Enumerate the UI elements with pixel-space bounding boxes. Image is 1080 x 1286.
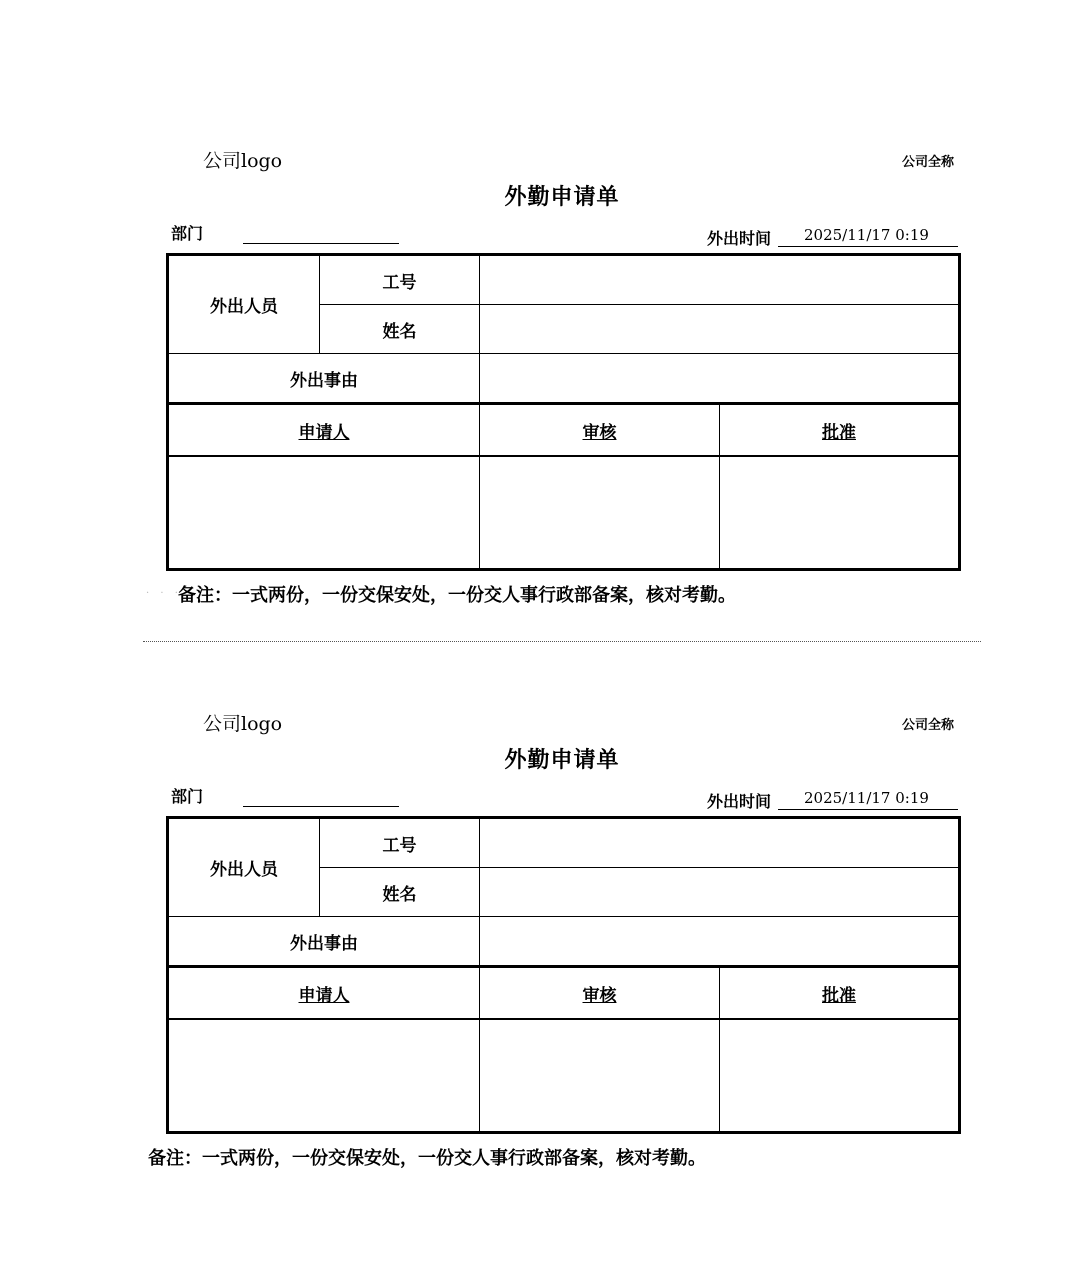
approve-header: 批准: [720, 967, 960, 1020]
review-signature-field[interactable]: [480, 1019, 720, 1133]
application-table: [166, 253, 961, 571]
application-table: [166, 816, 961, 1134]
person-label: 外出人员: [168, 818, 320, 917]
out-time-label: 外出时间: [707, 792, 772, 811]
applicant-header: 申请人: [168, 967, 480, 1020]
department-label: 部门: [171, 224, 204, 243]
applicant-signature-field[interactable]: [168, 1019, 480, 1133]
approve-signature-field[interactable]: [720, 456, 960, 570]
applicant-signature-field[interactable]: [168, 456, 480, 570]
person-label: 外出人员: [168, 255, 320, 354]
employee-id-field[interactable]: [480, 818, 960, 868]
out-time-field[interactable]: 2025/11/17 0:19: [778, 226, 958, 247]
form-title: 外勤申请单: [504, 184, 620, 210]
out-time-label: 外出时间: [707, 229, 772, 248]
form-title: 外勤申请单: [504, 747, 620, 773]
form-note: 备注：一式两份，一份交保安处，一份交人事行政部备案，核对考勤。: [178, 585, 736, 606]
company-name: 公司全称: [901, 718, 954, 733]
form-copy-1: [0, 140, 1080, 660]
form-copy-2: [0, 703, 1080, 1223]
department-field[interactable]: [243, 805, 399, 807]
department-field[interactable]: [243, 242, 399, 244]
applicant-header: 申请人: [168, 404, 480, 457]
reason-label: 外出事由: [168, 917, 480, 967]
company-name: 公司全称: [901, 155, 954, 170]
company-logo: 公司logo: [203, 713, 283, 735]
reason-label: 外出事由: [168, 354, 480, 404]
name-field[interactable]: [480, 305, 960, 354]
approve-header: 批准: [720, 404, 960, 457]
out-time-field[interactable]: 2025/11/17 0:19: [778, 789, 958, 810]
employee-id-field[interactable]: [480, 255, 960, 305]
department-label: 部门: [171, 787, 204, 806]
reason-field[interactable]: [480, 917, 960, 967]
review-header: 审核: [480, 404, 720, 457]
review-header: 审核: [480, 967, 720, 1020]
cut-line-divider: [143, 641, 981, 642]
name-label: 姓名: [320, 868, 480, 917]
reason-field[interactable]: [480, 354, 960, 404]
review-signature-field[interactable]: [480, 456, 720, 570]
employee-id-label: 工号: [320, 818, 480, 868]
faint-dots: · · ·: [146, 588, 182, 599]
company-logo: 公司logo: [203, 150, 283, 172]
approve-signature-field[interactable]: [720, 1019, 960, 1133]
name-label: 姓名: [320, 305, 480, 354]
form-note: 备注：一式两份，一份交保安处，一份交人事行政部备案，核对考勤。: [148, 1148, 706, 1169]
name-field[interactable]: [480, 868, 960, 917]
employee-id-label: 工号: [320, 255, 480, 305]
